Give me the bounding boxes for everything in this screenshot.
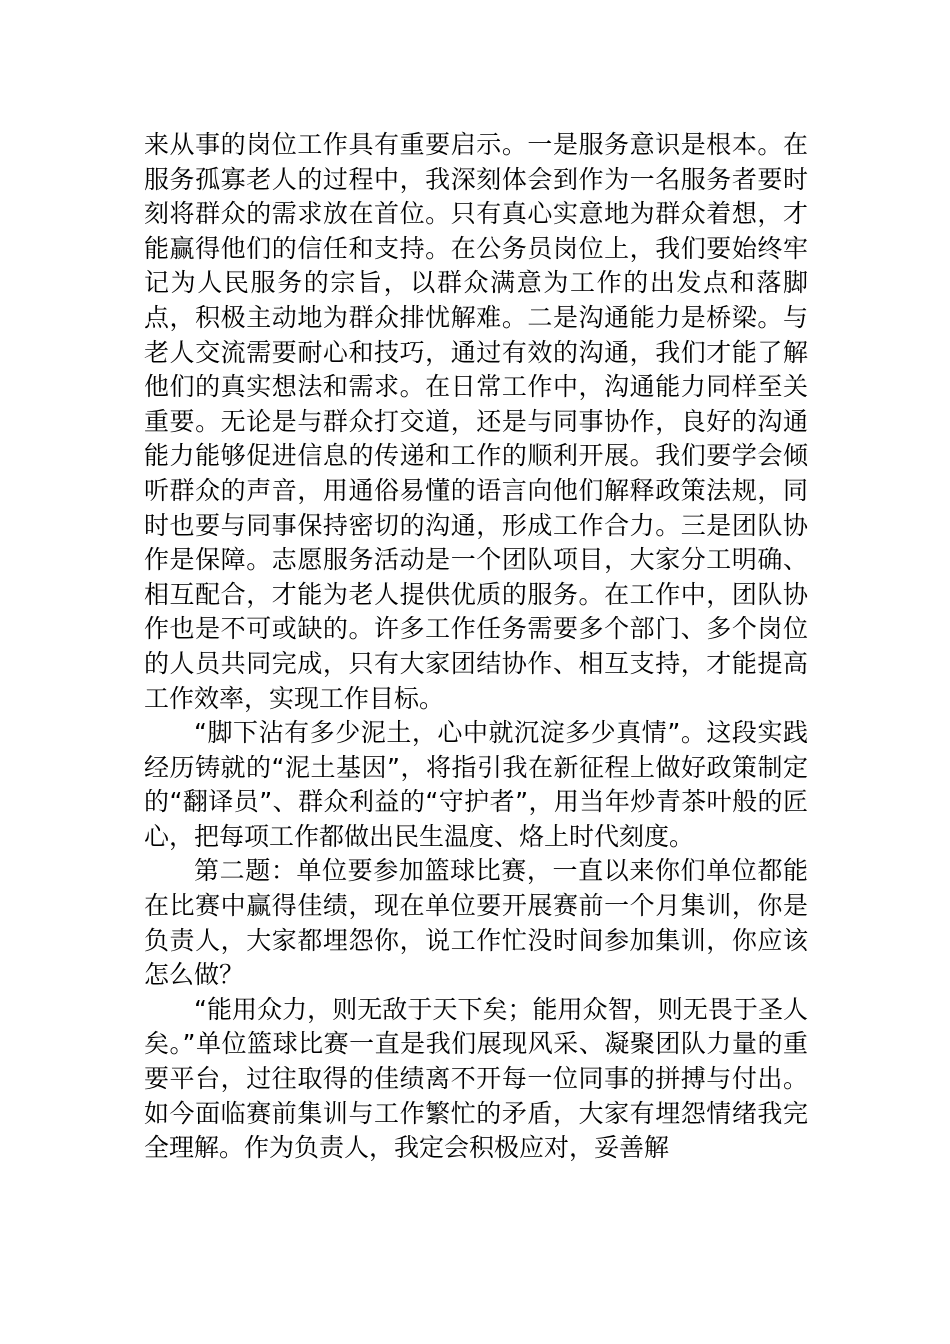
paragraph-4-answer: “能用众力，则无敌于天下矣；能用众智，则无畏于圣人矣。”单位篮球比赛一直是我们展现风采、凝聚团队力量的重要平台，过往取得的佳绩离不开每一位同事的拼搏与付出。如今面临赛前集训与工作繁忙的矛盾，大家有埋怨情绪我完全理解。作为负责人，我定会积极应对，妥善解 — [144, 994, 808, 1163]
paragraph-1: 来从事的岗位工作具有重要启示。一是服务意识是根本。在服务孤寡老人的过程中，我深刻体会到作为一名服务者要时刻将群众的需求放在首位。只有真心实意地为群众着想，才能赢得他们的信任和支持。在公务员岗位上，我们要始终牢记为人民服务的宗旨，以群众满意为工作的出发点和落脚点，积极主动地为群众排忧解难。二是沟通能力是桥梁。与老人交流需要耐心和技巧，通过有效的沟通，我们才能了解他们的真实想法和需求。在日常工作中，沟通能力同样至关重要。无论是与群众打交道，还是与同事协作，良好的沟通能力能够促进信息的传递和工作的顺利开展。我们要学会倾听群众的声音，用通俗易懂的语言向他们解释政策法规，同时也要与同事保持密切的沟通，形成工作合力。三是团队协作是保障。志愿服务活动是一个团队项目，大家分工明确、相互配合，才能为老人提供优质的服务。在工作中，团队协作也是不可或缺的。许多工作任务需要多个部门、多个岗位的人员共同完成，只有大家团结协作、相互支持，才能提高工作效率，实现工作目标。 — [144, 130, 808, 713]
document-body — [144, 128, 808, 1166]
paragraph-2: “脚下沾有多少泥土，心中就沉淀多少真情”。这段实践经历铸就的“泥土基因”，将指引我在新征程上做好政策制定的“翻译员”、群众利益的“守护者”，用当年炒青茶叶般的匠心，把每项工作都做出民生温度、烙上时代刻度。 — [144, 718, 808, 851]
paragraph-3-question: 第二题：单位要参加篮球比赛，一直以来你们单位都能在比赛中赢得佳绩，现在单位要开展赛前一个月集训，你是负责人，大家都埋怨你，说工作忙没时间参加集训，你应该怎么做？ — [144, 856, 808, 990]
